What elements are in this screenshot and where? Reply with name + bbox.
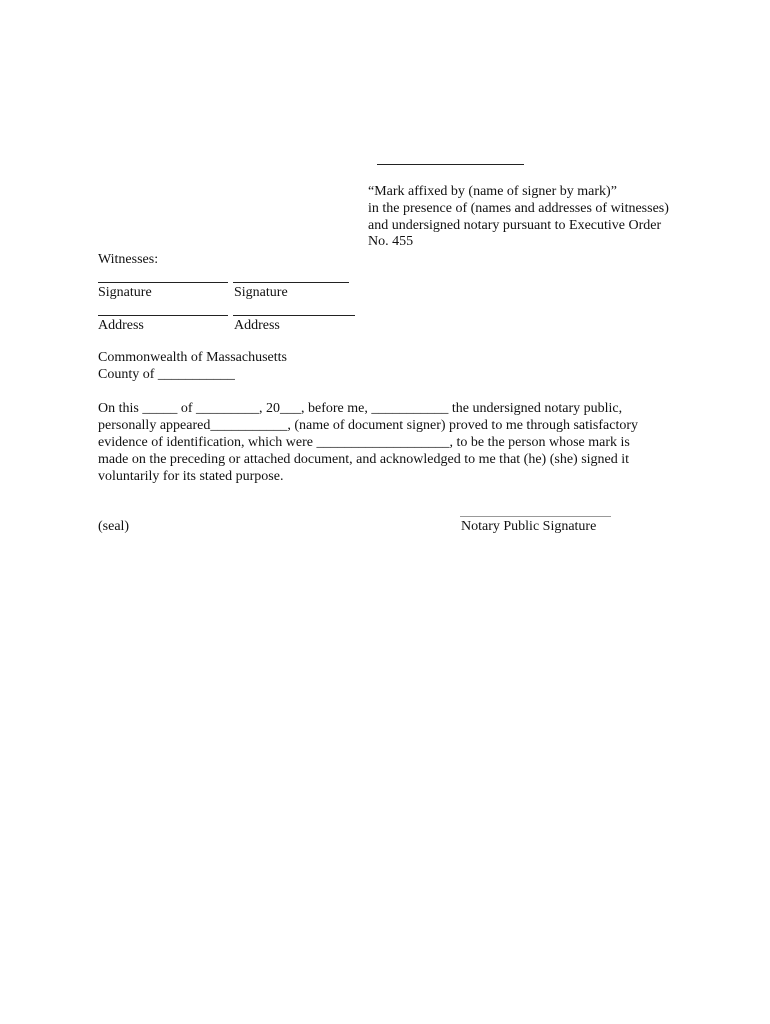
signer-block-line-2: in the presence of (names and addresses of witnesses) xyxy=(368,200,669,216)
signer-block-line-1: “Mark affixed by (name of signer by mark)” xyxy=(368,184,617,199)
acknowledgment-line-3: evidence of identification, which were ___________________, to be the person whose mark is xyxy=(98,435,630,450)
witness-1-address-line[interactable] xyxy=(98,315,228,316)
witness-1-signature-line[interactable] xyxy=(98,282,228,283)
signer-block-line-3: and undersigned notary pursuant to Executive Order xyxy=(368,217,662,233)
witness-2-signature-line[interactable] xyxy=(233,282,349,283)
witness-2-address-line[interactable] xyxy=(233,315,355,316)
seal-label: (seal) xyxy=(98,519,130,534)
venue-county: County of ___________ xyxy=(98,366,235,382)
signer-block-line-4: No. 455 xyxy=(368,234,414,250)
venue-state: Commonwealth of Massachusetts xyxy=(98,350,287,365)
signer-mark-line xyxy=(377,164,524,165)
witnesses-heading: Witnesses: xyxy=(98,252,159,267)
acknowledgment-line-2: personally appeared___________, (name of document signer) proved to me through satisfactory xyxy=(98,418,639,433)
witness-2-signature-label: Signature xyxy=(234,285,288,300)
witness-1-signature-label: Signature xyxy=(98,285,152,300)
signer-block xyxy=(368,184,669,251)
witness-1-address-label: Address xyxy=(98,318,144,333)
notary-signature-label: Notary Public Signature xyxy=(461,519,597,534)
witness-2-address-label: Address xyxy=(234,318,280,333)
acknowledgment-paragraph xyxy=(98,400,638,485)
acknowledgment-line-4: made on the preceding or attached document, and acknowledged to me that (he) (she) signed it xyxy=(98,452,630,467)
venue-block xyxy=(98,350,287,384)
acknowledgment-line-5: voluntarily for its stated purpose. xyxy=(98,469,284,484)
notary-signature-line[interactable] xyxy=(460,516,611,517)
acknowledgment-line-1: On this _____ of _________, 20___, before me, ___________ the undersigned notary public, xyxy=(98,401,623,416)
